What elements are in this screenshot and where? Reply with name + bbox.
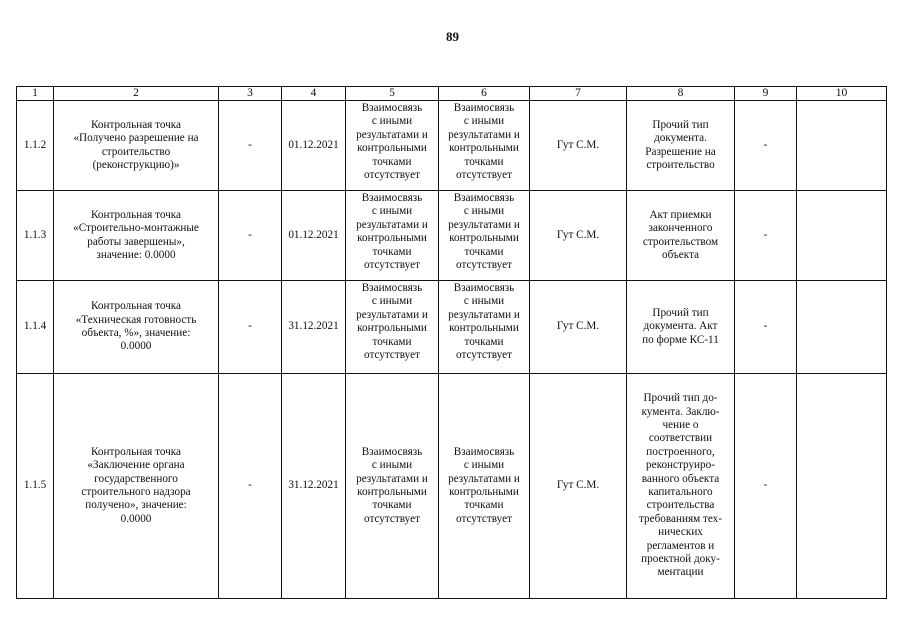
- column-3-value: -: [219, 101, 282, 191]
- header-cell: 5: [346, 87, 439, 101]
- line: строительного надзора: [81, 486, 191, 498]
- line: строительством: [642, 235, 719, 248]
- line: регламентов и: [646, 539, 715, 552]
- header-cell: 8: [627, 87, 735, 101]
- line: законченного: [648, 222, 713, 235]
- header-cell: 9: [735, 87, 797, 101]
- line: отсутствует: [456, 169, 512, 182]
- document-type: [627, 374, 735, 599]
- column-9-value: -: [735, 281, 797, 374]
- line: государственного: [94, 472, 178, 485]
- date-cell: 01.12.2021: [282, 191, 346, 281]
- line: результатами и: [448, 128, 520, 141]
- column-10-value: [797, 281, 887, 374]
- line: отсутствует: [364, 512, 420, 525]
- line: точками: [372, 335, 412, 348]
- line: проектной доку-: [641, 553, 720, 566]
- document-type: [627, 101, 735, 191]
- header-cell: 3: [219, 87, 282, 101]
- line: соответствии: [648, 432, 713, 445]
- column-9-value: -: [735, 374, 797, 599]
- line: Взаимосвязь: [453, 192, 515, 204]
- responsible-person: Гут С.М.: [530, 191, 627, 281]
- line: контрольными: [357, 232, 427, 245]
- line: Взаимосвязь: [453, 102, 515, 114]
- column-10-value: [797, 191, 887, 281]
- row-number: 1.1.2: [17, 101, 54, 191]
- line: результатами и: [356, 128, 428, 141]
- control-point-name: [54, 281, 219, 374]
- line: «Техническая готовность: [75, 313, 197, 326]
- responsible-person: Гут С.М.: [530, 101, 627, 191]
- line: 0.0000: [120, 340, 152, 353]
- header-cell: 7: [530, 87, 627, 101]
- line: отсутствует: [364, 259, 420, 272]
- column-3-value: -: [219, 374, 282, 599]
- line: Взаимосвязь: [453, 445, 515, 458]
- line: с иными: [463, 115, 505, 128]
- control-point-name: [54, 191, 219, 281]
- relation-cell-5: [346, 281, 439, 374]
- row-number: 1.1.5: [17, 374, 54, 599]
- page-number: 89: [446, 29, 459, 44]
- line: с иными: [371, 295, 413, 308]
- line: чение о: [662, 418, 699, 431]
- column-10-value: [797, 101, 887, 191]
- relation-cell-6: [439, 191, 530, 281]
- column-3-value: -: [219, 191, 282, 281]
- line: контрольными: [357, 142, 427, 155]
- responsible-person: Гут С.М.: [530, 281, 627, 374]
- column-9-value: -: [735, 101, 797, 191]
- relation-cell-5: [346, 101, 439, 191]
- line: Акт приемки: [649, 208, 712, 221]
- line: контрольными: [357, 322, 427, 335]
- line: Прочий тип до-: [643, 392, 718, 405]
- line: построенного,: [646, 445, 715, 458]
- line: результатами и: [356, 218, 428, 231]
- line: Разрешение на: [645, 145, 716, 158]
- line: отсутствует: [456, 349, 512, 362]
- relation-cell-6: [439, 281, 530, 374]
- line: точками: [464, 245, 504, 258]
- table-row: [17, 191, 887, 281]
- line: результатами и: [356, 308, 428, 321]
- line: с иными: [463, 295, 505, 308]
- header-cell: 6: [439, 87, 530, 101]
- line: строительство: [646, 158, 715, 171]
- header-cell: 4: [282, 87, 346, 101]
- control-point-name: [54, 374, 219, 599]
- line: «Строительно-монтажные: [73, 222, 199, 235]
- line: Контрольная точка: [90, 118, 182, 131]
- line: точками: [372, 499, 412, 512]
- control-point-name: [54, 101, 219, 191]
- line: с иными: [463, 459, 505, 472]
- line: «Получено разрешение на: [73, 132, 199, 145]
- line: контрольными: [449, 322, 519, 335]
- line: объекта, %», значение:: [81, 327, 191, 339]
- line: Взаимосвязь: [361, 192, 423, 204]
- line: точками: [464, 335, 504, 348]
- table-row: [17, 101, 887, 191]
- line: точками: [464, 155, 504, 168]
- header-cell: 1: [17, 87, 54, 101]
- line: результатами и: [448, 218, 520, 231]
- line: Взаимосвязь: [361, 282, 423, 294]
- line: Взаимосвязь: [453, 282, 515, 294]
- relation-cell-6: [439, 374, 530, 599]
- table-row: [17, 374, 887, 599]
- column-10-value: [797, 374, 887, 599]
- line: кумента. Заклю-: [641, 405, 720, 418]
- line: отсутствует: [364, 349, 420, 362]
- line: нических: [658, 526, 703, 539]
- line: точками: [372, 155, 412, 168]
- line: работы завершены»,: [87, 235, 185, 248]
- line: ментации: [657, 566, 704, 579]
- line: строительство: [101, 145, 171, 158]
- line: точками: [464, 499, 504, 512]
- line: контрольными: [357, 486, 427, 498]
- line: Взаимосвязь: [361, 102, 423, 114]
- line: с иными: [371, 459, 413, 472]
- line: Взаимосвязь: [361, 445, 423, 458]
- line: документа.: [654, 132, 707, 145]
- line: документа. Акт: [643, 320, 718, 333]
- line: требованиям тех-: [639, 512, 722, 525]
- header-cell: 2: [54, 87, 219, 101]
- line: (реконструкцию)»: [92, 158, 180, 171]
- line: капитального: [648, 486, 713, 498]
- line: результатами и: [448, 308, 520, 321]
- row-number: 1.1.3: [17, 191, 54, 281]
- line: значение: 0.0000: [96, 248, 176, 261]
- date-cell: 31.12.2021: [282, 281, 346, 374]
- relation-cell-5: [346, 374, 439, 599]
- line: отсутствует: [364, 169, 420, 182]
- line: Прочий тип: [652, 118, 709, 131]
- line: контрольными: [449, 232, 519, 245]
- line: Прочий тип: [652, 306, 709, 319]
- line: отсутствует: [456, 512, 512, 525]
- column-3-value: -: [219, 281, 282, 374]
- line: ванного объекта: [641, 472, 720, 485]
- line: объекта: [661, 248, 700, 261]
- line: 0.0000: [120, 512, 152, 525]
- row-number: 1.1.4: [17, 281, 54, 374]
- header-row: [17, 87, 887, 101]
- line: с иными: [371, 115, 413, 128]
- line: реконструиро-: [646, 459, 715, 472]
- table-row: [17, 281, 887, 374]
- date-cell: 01.12.2021: [282, 101, 346, 191]
- line: контрольными: [449, 142, 519, 155]
- line: контрольными: [449, 486, 519, 498]
- document-type: [627, 281, 735, 374]
- line: «Заключение органа: [87, 459, 185, 472]
- line: строительства: [646, 499, 715, 512]
- line: результатами и: [448, 472, 520, 485]
- line: отсутствует: [456, 259, 512, 272]
- line: Контрольная точка: [90, 300, 182, 313]
- line: с иными: [463, 205, 505, 218]
- relation-cell-5: [346, 191, 439, 281]
- line: результатами и: [356, 472, 428, 485]
- responsible-person: Гут С.М.: [530, 374, 627, 599]
- relation-cell-6: [439, 101, 530, 191]
- line: получено», значение:: [85, 499, 187, 512]
- line: по форме КС-11: [642, 333, 719, 346]
- line: с иными: [371, 205, 413, 218]
- line: точками: [372, 245, 412, 258]
- line: Контрольная точка: [90, 445, 182, 458]
- line: Контрольная точка: [90, 208, 182, 221]
- header-cell: 10: [797, 87, 887, 101]
- document-type: [627, 191, 735, 281]
- control-points-table: [16, 86, 887, 599]
- column-9-value: -: [735, 191, 797, 281]
- date-cell: 31.12.2021: [282, 374, 346, 599]
